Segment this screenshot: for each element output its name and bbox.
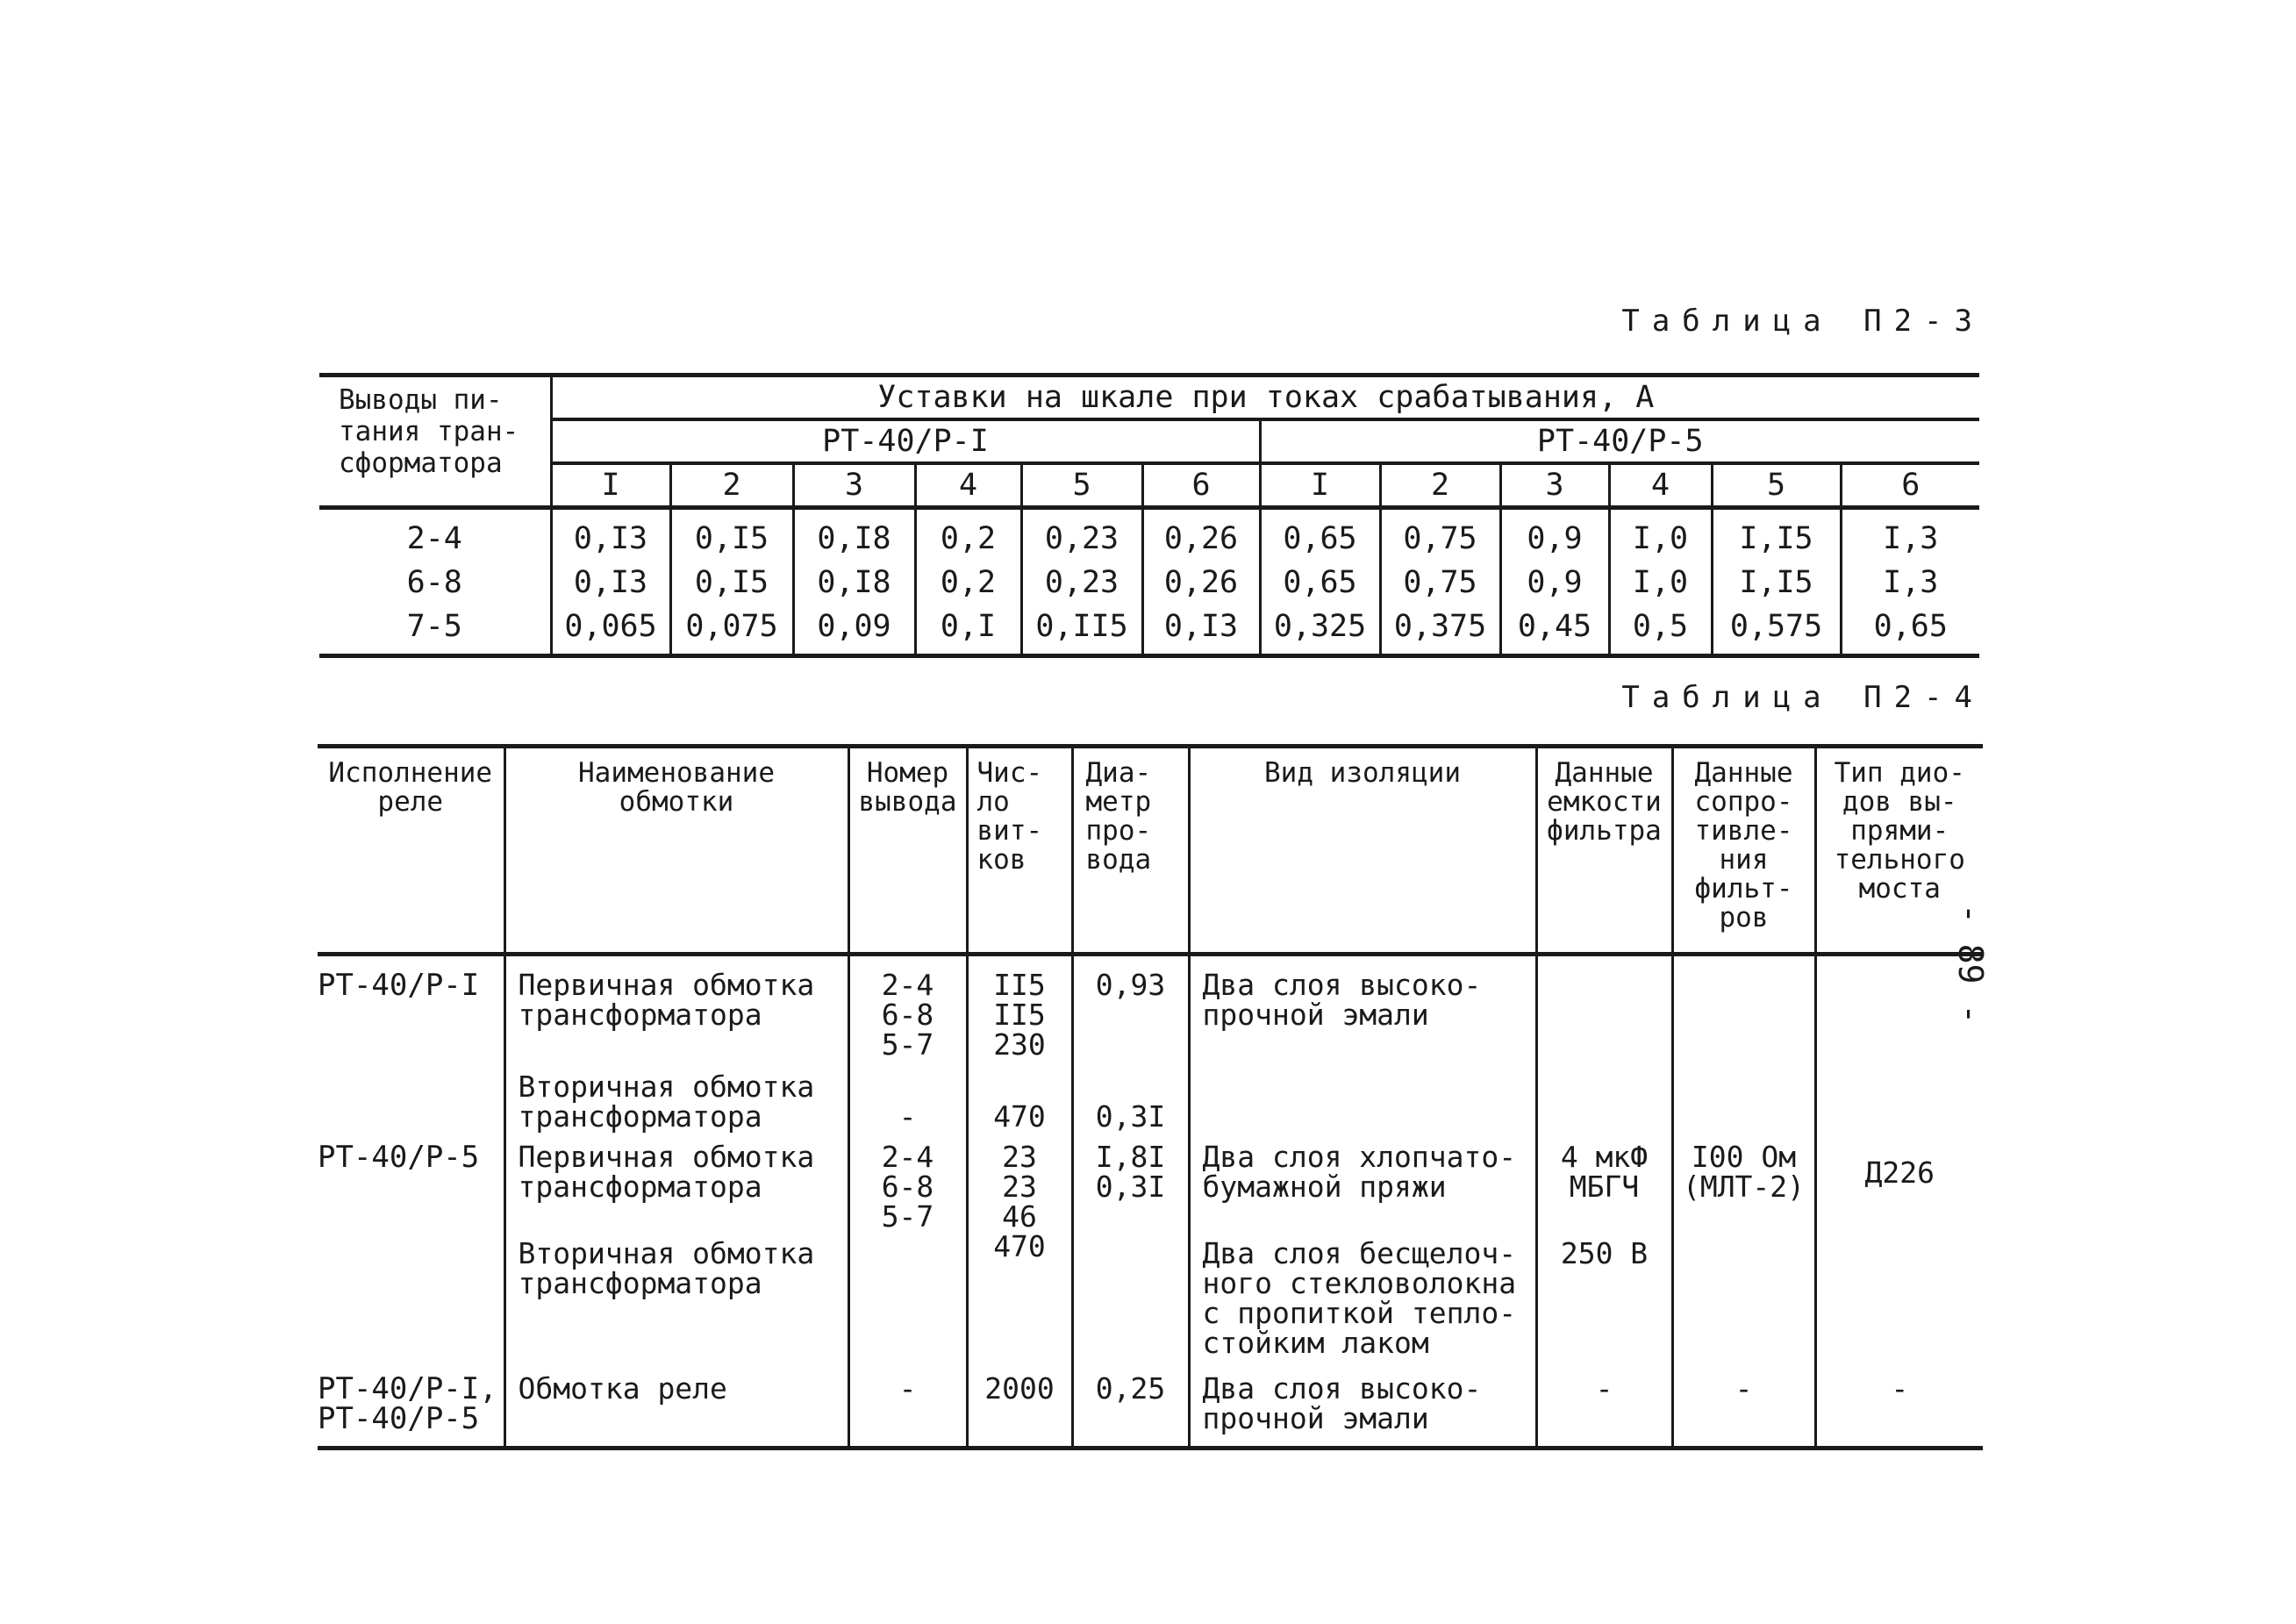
text-line: прочной эмали [1202, 1401, 1429, 1435]
text-line: 6-8 [881, 1170, 934, 1204]
table-cell: 0,75 [1380, 508, 1500, 562]
text-line: 23 [1002, 1170, 1037, 1204]
text-line: с пропиткой тепло- [1202, 1296, 1517, 1330]
filter-capacity-cell [1536, 1060, 1672, 1132]
table-row [319, 605, 1979, 656]
terminals-header-line: тания тран- [339, 416, 519, 447]
table-row [318, 1358, 1983, 1449]
text-line: Два слоя бесщелоч- [1202, 1236, 1517, 1270]
column-number: 2 [670, 463, 793, 508]
text-line: бумажной пряжи [1202, 1170, 1447, 1204]
text-line: прочной эмали [1202, 998, 1429, 1032]
group-header-rt40-p1: РТ-40/Р-I [551, 419, 1260, 463]
text-line: стойким лаком [1202, 1326, 1429, 1360]
turns-cell [967, 955, 1072, 1061]
filter-resistance-cell [1672, 1232, 1815, 1358]
text-line: РТ-40/Р-5 [318, 1401, 480, 1436]
column-number: 5 [1712, 463, 1841, 508]
header-line: ров [1719, 902, 1769, 934]
text-line: Вторичная обмотка [518, 1236, 815, 1270]
diode-type-cell [1815, 1232, 1983, 1358]
table-cell: 0,075 [670, 605, 793, 656]
header-line: моста [1858, 873, 1941, 905]
table-row [318, 955, 1983, 1061]
filter-capacity-cell: - [1536, 1358, 1672, 1449]
header-line: Номер [866, 757, 949, 789]
turns-cell: 470 [967, 1060, 1072, 1132]
insulation-cell [1189, 955, 1536, 1061]
settings-header: Уставки на шкале при токах срабатывания, А [551, 376, 1979, 420]
diameter-cell [1072, 1232, 1189, 1358]
text-line: Два слоя высоко- [1202, 1371, 1482, 1406]
diameter-cell: 0,3I [1072, 1060, 1189, 1132]
column-number: I [551, 463, 670, 508]
text-line: 4 мкФ [1560, 1140, 1649, 1174]
diode-type-cell: Д226 [1815, 1132, 1983, 1232]
header-line: фильтра [1547, 815, 1662, 847]
header-line: Тип дио- [1834, 757, 1965, 789]
text-line: трансформатора [518, 1266, 762, 1300]
text-line: 0,3I [1095, 1170, 1166, 1204]
row-label: 7-5 [406, 609, 462, 644]
header-line: Наименование [578, 757, 775, 789]
table-cell: 0,I3 [551, 508, 670, 562]
diameter-cell: 0,25 [1072, 1358, 1189, 1449]
header-line: фильт- [1694, 873, 1793, 905]
terminals-header-line: сформатора [339, 447, 503, 479]
column-number: 3 [1500, 463, 1609, 508]
column-number: 3 [793, 463, 915, 508]
table-cell: 0,65 [1260, 561, 1380, 605]
table-row [318, 1232, 1983, 1358]
text-line: 230 [993, 1027, 1046, 1062]
execution-cell [318, 1232, 504, 1358]
text-line: I00 Ом [1691, 1140, 1797, 1174]
column-number: 5 [1021, 463, 1142, 508]
column-number: 4 [915, 463, 1021, 508]
table-cell: I,3 [1841, 561, 1979, 605]
table-cell: 0,65 [1841, 605, 1979, 656]
terminal-number-header [848, 747, 967, 955]
header-line: Чис- [976, 757, 1043, 789]
table-row [319, 561, 1979, 605]
winding-cell [504, 1060, 848, 1132]
table-cell: 0,II5 [1021, 605, 1142, 656]
diode-type-cell: - [1815, 1358, 1983, 1449]
filter-resistance-cell [1672, 955, 1815, 1061]
text-line: трансформатора [518, 1099, 762, 1134]
execution-cell: РТ-40/Р-5 [318, 1140, 480, 1175]
header-line: вода [1085, 844, 1152, 876]
text-line: МБГЧ [1569, 1170, 1640, 1204]
header-line: вывода [858, 786, 957, 818]
filter-capacity-cell [1536, 1132, 1672, 1232]
text-line: 6-8 [881, 998, 934, 1032]
text-line: трансформатора [518, 998, 762, 1032]
table-cell: 0,2 [915, 508, 1021, 562]
column-number: 6 [1841, 463, 1979, 508]
winding-cell [504, 1232, 848, 1358]
diameter-header [1072, 747, 1189, 955]
table-cell: 0,I [915, 605, 1021, 656]
table-cell: 0,I8 [793, 508, 915, 562]
table-cell: 0,26 [1142, 508, 1260, 562]
table-cell: 0,9 [1500, 508, 1609, 562]
filter-capacity-header [1536, 747, 1672, 955]
text-line: II5 [993, 968, 1046, 1002]
terminal-cell: - [848, 1358, 967, 1449]
header-line: прями- [1850, 815, 1949, 847]
execution-cell: РТ-40/Р-I [318, 968, 480, 1003]
insulation-cell [1189, 1060, 1536, 1132]
insulation-header [1189, 747, 1536, 955]
filter-resistance-header [1672, 747, 1815, 955]
table-cell: I,3 [1841, 508, 1979, 562]
table-row [318, 1132, 1983, 1232]
table-cell: 0,23 [1021, 508, 1142, 562]
turns-cell [967, 1132, 1072, 1232]
diameter-cell [1072, 1132, 1189, 1232]
table-cell: 0,2 [915, 561, 1021, 605]
text-line: I,8I [1095, 1140, 1166, 1174]
filter-capacity-cell: 250 В [1536, 1232, 1672, 1358]
header-line: Вид изоляции [1264, 757, 1461, 789]
header-line: Исполнение [328, 757, 493, 789]
group-header-rt40-p5: РТ-40/Р-5 [1260, 419, 1979, 463]
table-cell: 0,65 [1260, 508, 1380, 562]
table-cell: 0,23 [1021, 561, 1142, 605]
header-line: ния [1719, 844, 1769, 876]
winding-name-header [504, 747, 848, 955]
column-number: 6 [1142, 463, 1260, 508]
table-cell: 0,5 [1609, 605, 1712, 656]
header-line: обмотки [619, 786, 734, 818]
header-line: реле [377, 786, 444, 818]
turns-cell: 470 [967, 1232, 1072, 1358]
filter-resistance-cell: - [1672, 1358, 1815, 1449]
column-number: 2 [1380, 463, 1500, 508]
table-cell: 0,09 [793, 605, 915, 656]
text-line: Вторичная обмотка [518, 1070, 815, 1104]
column-number: I [1260, 463, 1380, 508]
table-cell: 0,065 [551, 605, 670, 656]
text-line: Первичная обмотка [518, 1140, 815, 1174]
terminals-header [319, 376, 551, 508]
text-line: Первичная обмотка [518, 968, 815, 1002]
table-cell: 0,375 [1380, 605, 1500, 656]
winding-cell [504, 1132, 848, 1232]
winding-cell [504, 955, 848, 1061]
header-line: Данные [1555, 757, 1654, 789]
table-cell: 0,575 [1712, 605, 1841, 656]
winding-cell: Обмотка реле [504, 1358, 848, 1449]
header-line: вит- [976, 815, 1043, 847]
header-line: метр [1085, 786, 1152, 818]
text-line: Два слоя высоко- [1202, 968, 1482, 1002]
header-line: сопро- [1694, 786, 1793, 818]
terminal-cell [848, 1232, 967, 1358]
header-line: тивле- [1694, 815, 1793, 847]
table-p2-4 [318, 744, 1983, 1450]
table-cell: I,I5 [1712, 561, 1841, 605]
column-number: 4 [1609, 463, 1712, 508]
header-row [318, 747, 1983, 955]
execution-cell [318, 1060, 504, 1132]
row-label: 2-4 [406, 521, 462, 556]
header-line: Диа- [1085, 757, 1152, 789]
table-cell: 0,I3 [1142, 605, 1260, 656]
turns-header [967, 747, 1072, 955]
table-cell: 0,26 [1142, 561, 1260, 605]
header-line: про- [1085, 815, 1152, 847]
filter-resistance-cell [1672, 1060, 1815, 1132]
diameter-cell: 0,93 [1072, 955, 1189, 1061]
table-cell: 0,45 [1500, 605, 1609, 656]
text-line: (МЛТ-2) [1682, 1170, 1806, 1204]
table-cell: 0,325 [1260, 605, 1380, 656]
header-line: ков [976, 844, 1026, 876]
table-row [319, 508, 1979, 562]
header-line: ло [976, 786, 1010, 818]
table-cell: 0,I5 [670, 561, 793, 605]
text-line: РТ-40/Р-I, [318, 1371, 497, 1406]
table-p2-3-caption: Таблица П2-3 [1621, 304, 1985, 339]
table-p2-3 [319, 373, 1979, 658]
header-line: тельного [1834, 844, 1965, 876]
text-line: трансформатора [518, 1170, 762, 1204]
row-label: 6-8 [406, 565, 462, 600]
turns-cell: 2000 [967, 1358, 1072, 1449]
table-cell: 0,9 [1500, 561, 1609, 605]
text-line: Два слоя хлопчато- [1202, 1140, 1517, 1174]
filter-capacity-cell [1536, 955, 1672, 1061]
terminals-header-line: Выводы пи- [339, 384, 503, 416]
text-line: 23 [1002, 1140, 1037, 1174]
table-cell: 0,75 [1380, 561, 1500, 605]
table-cell: I,I5 [1712, 508, 1841, 562]
text-line: II5 [993, 998, 1046, 1032]
text-line: 5-7 [881, 1199, 934, 1234]
insulation-cell [1189, 1232, 1536, 1358]
execution-header [318, 747, 504, 955]
header-line: Данные [1694, 757, 1793, 789]
table-cell: 0,I3 [551, 561, 670, 605]
insulation-cell [1189, 1132, 1536, 1232]
text-line: 2-4 [881, 1140, 934, 1174]
table-row [318, 1060, 1983, 1132]
text-line: 5-7 [881, 1027, 934, 1062]
terminal-cell [848, 955, 967, 1061]
table-cell: I,0 [1609, 508, 1712, 562]
text-line: 46 [1002, 1199, 1037, 1234]
terminal-cell [848, 1132, 967, 1232]
insulation-cell [1189, 1358, 1536, 1449]
table-p2-4-caption: Таблица П2-4 [1621, 680, 1985, 715]
header-line: дов вы- [1842, 786, 1957, 818]
diode-type-cell [1815, 1060, 1983, 1132]
terminal-cell: - [848, 1060, 967, 1132]
text-line: ного стекловолокна [1202, 1266, 1517, 1300]
header-line: емкости [1547, 786, 1662, 818]
execution-cell [318, 1358, 504, 1449]
table-cell: 0,I8 [793, 561, 915, 605]
page-number: - 89 - [1951, 904, 1990, 1025]
table-cell: 0,I5 [670, 508, 793, 562]
table-cell: I,0 [1609, 561, 1712, 605]
text-line: 2-4 [881, 968, 934, 1002]
filter-resistance-cell [1672, 1132, 1815, 1232]
